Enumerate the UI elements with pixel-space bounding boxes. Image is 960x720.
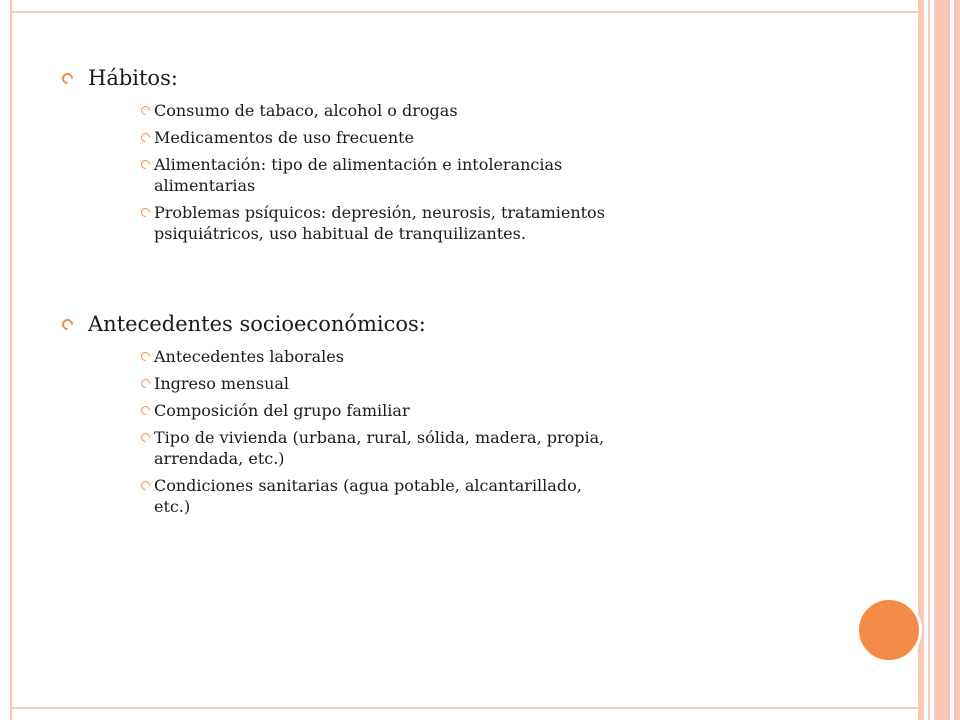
list-item-text: Medicamentos de uso frecuente — [154, 128, 415, 147]
list-item — [154, 346, 622, 367]
section-heading-text: Hábitos: — [88, 66, 178, 90]
list-item — [154, 373, 622, 394]
slide-body — [62, 64, 622, 523]
section-heading-text: Antecedentes socioeconómicos: — [88, 312, 426, 336]
list-item-text: Alimentación: tipo de alimentación e intolerancias alimentarias — [154, 155, 563, 195]
list-item-text: Tipo de vivienda (urbana, rural, sólida, madera, propia, arrendada, etc.) — [154, 428, 605, 468]
bullet-icon — [139, 479, 152, 492]
decor-stripe — [934, 0, 950, 720]
list-item — [154, 100, 622, 121]
bullet-list — [62, 346, 622, 517]
bullet-icon — [139, 131, 152, 144]
list-item-text: Antecedentes laborales — [154, 347, 344, 366]
frame-left-line — [10, 0, 12, 720]
list-item — [154, 475, 622, 517]
list-item — [154, 154, 622, 196]
bullet-icon — [139, 104, 152, 117]
bullet-icon — [139, 404, 152, 417]
bullet-icon — [139, 206, 152, 219]
list-item — [154, 127, 622, 148]
section-antecedentes-socioeconomicos — [62, 310, 622, 517]
bullet-list — [62, 100, 622, 244]
bullet-icon — [60, 317, 76, 333]
list-item-text: Ingreso mensual — [154, 374, 290, 393]
bullet-icon — [139, 158, 152, 171]
section-habitos — [62, 64, 622, 244]
orange-circle-decoration — [856, 597, 922, 663]
list-item — [154, 427, 622, 469]
bullet-icon — [60, 71, 76, 87]
bullet-icon — [139, 431, 152, 444]
list-item-text: Problemas psíquicos: depresión, neurosis, tratamientos psiquiátricos, uso habitual de tranquilizantes. — [154, 203, 605, 243]
list-item — [154, 400, 622, 421]
frame-top-line — [10, 11, 918, 13]
list-item — [154, 202, 622, 244]
frame-bottom-line — [10, 707, 918, 709]
list-item-text: Composición del grupo familiar — [154, 401, 410, 420]
decor-stripe — [954, 0, 960, 720]
bullet-icon — [139, 350, 152, 363]
list-item-text: Condiciones sanitarias (agua potable, alcantarillado, etc.) — [154, 476, 582, 516]
list-item-text: Consumo de tabaco, alcohol o drogas — [154, 101, 458, 120]
bullet-icon — [139, 377, 152, 390]
section-heading — [62, 310, 622, 338]
section-heading — [62, 64, 622, 92]
